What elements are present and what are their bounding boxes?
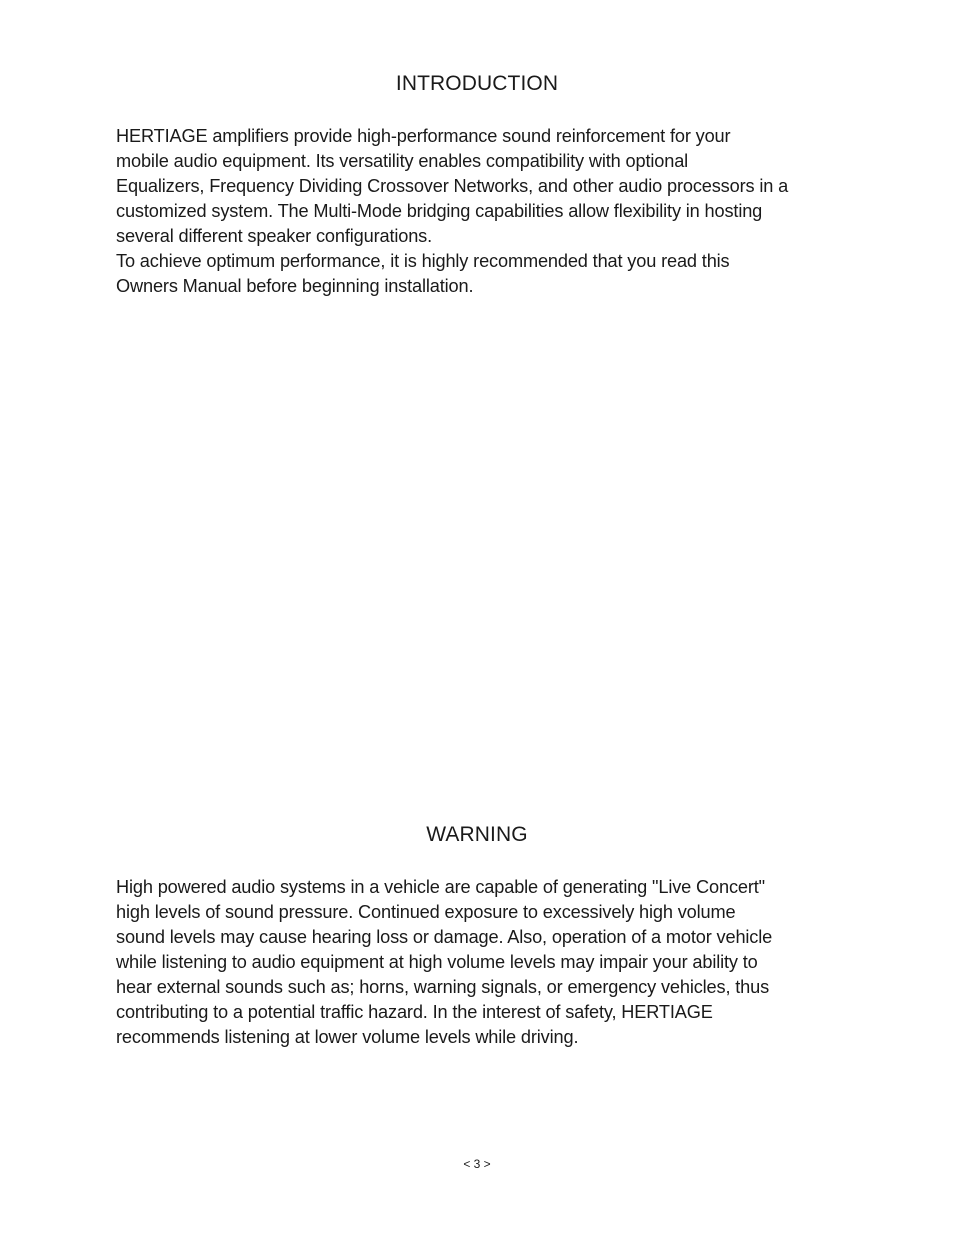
page-number: < 3 > [463, 1157, 491, 1171]
text-line: Owners Manual before beginning installation. [116, 276, 474, 296]
text-line: customized system. The Multi-Mode bridging capabilities allow flexibility in hosting [116, 201, 763, 221]
introduction-heading: INTRODUCTION [395, 72, 559, 95]
warning-paragraph [116, 875, 846, 1050]
text-line: contributing to a potential traffic hazard. In the interest of safety, HERTIAGE [116, 1002, 713, 1022]
text-line: hear external sounds such as; horns, warning signals, or emergency vehicles, thus [116, 977, 770, 997]
text-line: mobile audio equipment. Its versatility enables compatibility with optional [116, 151, 689, 171]
text-line: recommends listening at lower volume levels while driving. [116, 1027, 579, 1047]
text-line: several different speaker configurations. [116, 226, 433, 246]
text-line: while listening to audio equipment at high volume levels may impair your ability to [116, 952, 758, 972]
warning-heading: WARNING [426, 823, 528, 846]
introduction-paragraph [116, 124, 846, 299]
text-line: HERTIAGE amplifiers provide high-performance sound reinforcement for your [116, 126, 731, 146]
text-line: Equalizers, Frequency Dividing Crossover Networks, and other audio processors in a [116, 176, 789, 196]
text-line: High powered audio systems in a vehicle are capable of generating "Live Concert" [116, 877, 765, 897]
text-line: sound levels may cause hearing loss or damage. Also, operation of a motor vehicle [116, 927, 773, 947]
text-line: high levels of sound pressure. Continued exposure to excessively high volume [116, 902, 736, 922]
text-line: To achieve optimum performance, it is highly recommended that you read this [116, 251, 730, 271]
